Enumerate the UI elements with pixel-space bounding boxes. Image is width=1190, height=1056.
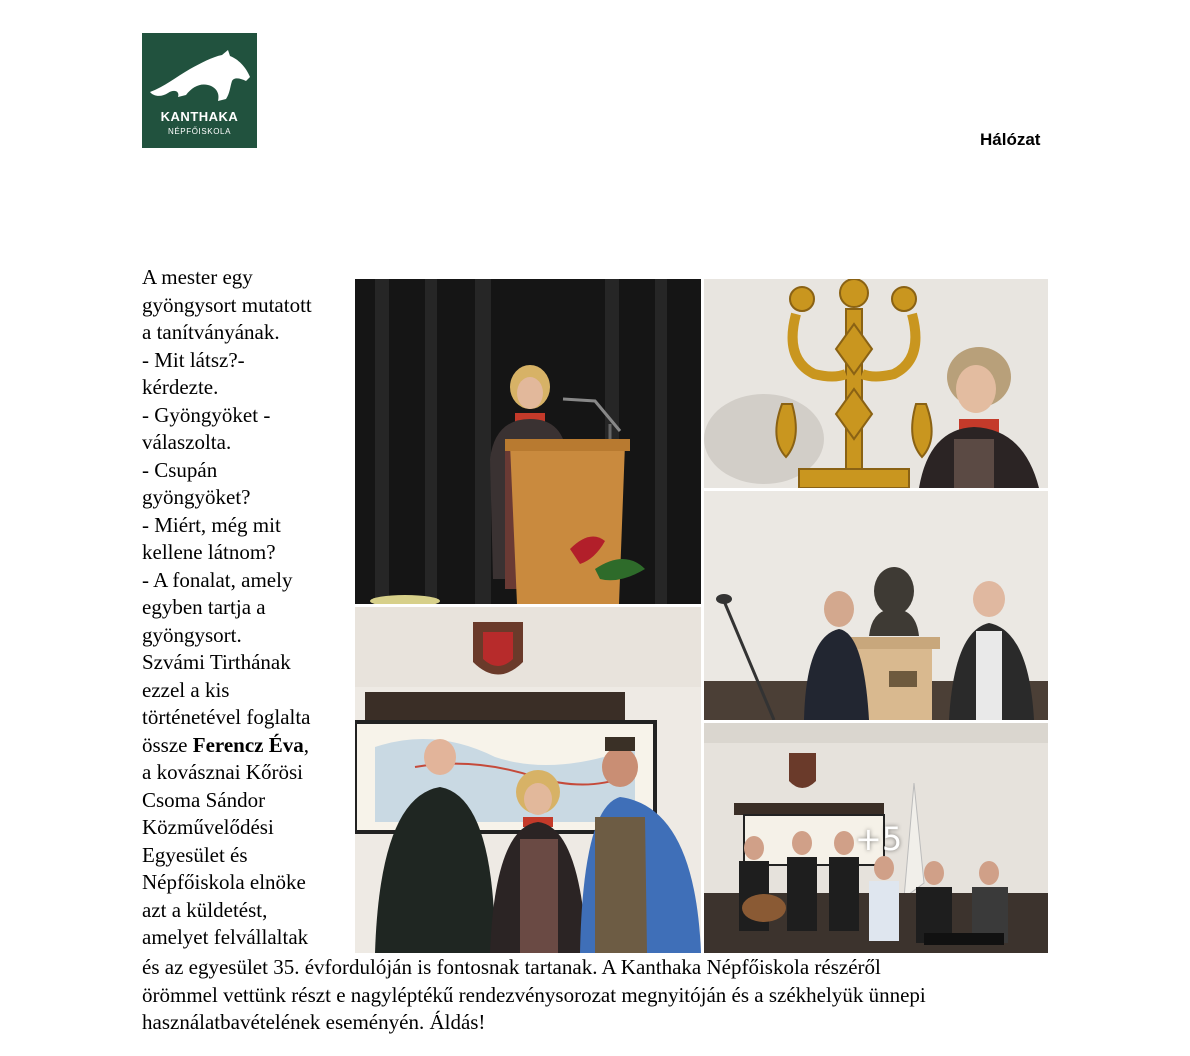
text-line: használatbavételének eseményén. Áldás! <box>142 1010 486 1034</box>
text-line: történetével foglalta <box>142 705 311 729</box>
text-line: Népfőiskola elnöke <box>142 870 306 894</box>
text-line: - A fonalat, amely <box>142 567 293 592</box>
text-line: - Gyöngyöket - <box>142 402 271 427</box>
text-line: amelyet felvállaltak <box>142 925 309 949</box>
text-line: kérdezte. <box>142 375 219 399</box>
more-photos-count[interactable]: +5 <box>855 820 903 858</box>
text-line-with-name: össze Ferencz Éva, <box>142 732 309 757</box>
text-line: gyöngysort mutatott <box>142 292 312 317</box>
text-line: a tanítványának. <box>142 320 280 344</box>
text-line: - Miért, még mit <box>142 512 281 537</box>
text-line: örömmel vettünk részt e nagyléptékű rendezvénysorozat megnyitóján és a székhelyük ünnepi <box>142 982 926 1007</box>
person-name: Ferencz Éva <box>192 732 304 757</box>
text-line: Közművelődési <box>142 815 274 839</box>
text-line: - Csupán <box>142 457 218 482</box>
text-line: A mester egy <box>142 265 253 289</box>
text-line: Csoma Sándor <box>142 787 266 812</box>
horse-icon <box>146 47 253 107</box>
text-line: kellene látnom? <box>142 540 276 564</box>
section-title: Hálózat <box>980 130 1041 149</box>
photo-group-map[interactable] <box>355 607 701 953</box>
text-line: - Mit látsz?- <box>142 347 245 372</box>
photo-speaker-podium[interactable] <box>355 279 701 604</box>
text-line: azt a küldetést, <box>142 897 268 922</box>
kanthaka-logo <box>142 33 257 148</box>
text-line: és az egyesület 35. évfordulóján is fontosnak tartanak. A Kanthaka Népfőiskola részéről <box>142 955 881 979</box>
photo-ornament-woman[interactable] <box>704 279 1048 488</box>
photo-bust-ceremony[interactable] <box>704 491 1048 720</box>
photo-gallery[interactable] <box>355 279 1048 953</box>
text-line: Szvámi Tirthának <box>142 650 291 674</box>
text-line: egyben tartja a <box>142 595 266 619</box>
text-line: Egyesület és <box>142 842 248 867</box>
text-line: válaszolta. <box>142 430 232 454</box>
article-continuation <box>142 954 1062 1037</box>
text-line: ezzel a kis <box>142 677 230 702</box>
logo-name: KANTHAKA <box>160 109 239 124</box>
article-column <box>142 264 347 952</box>
text-line: gyöngysort. <box>142 622 242 647</box>
logo-subtitle: NÉPFŐISKOLA <box>167 127 232 136</box>
text-line: gyöngyöket? <box>142 485 251 509</box>
text-line: a kovásznai Kőrösi <box>142 760 303 784</box>
